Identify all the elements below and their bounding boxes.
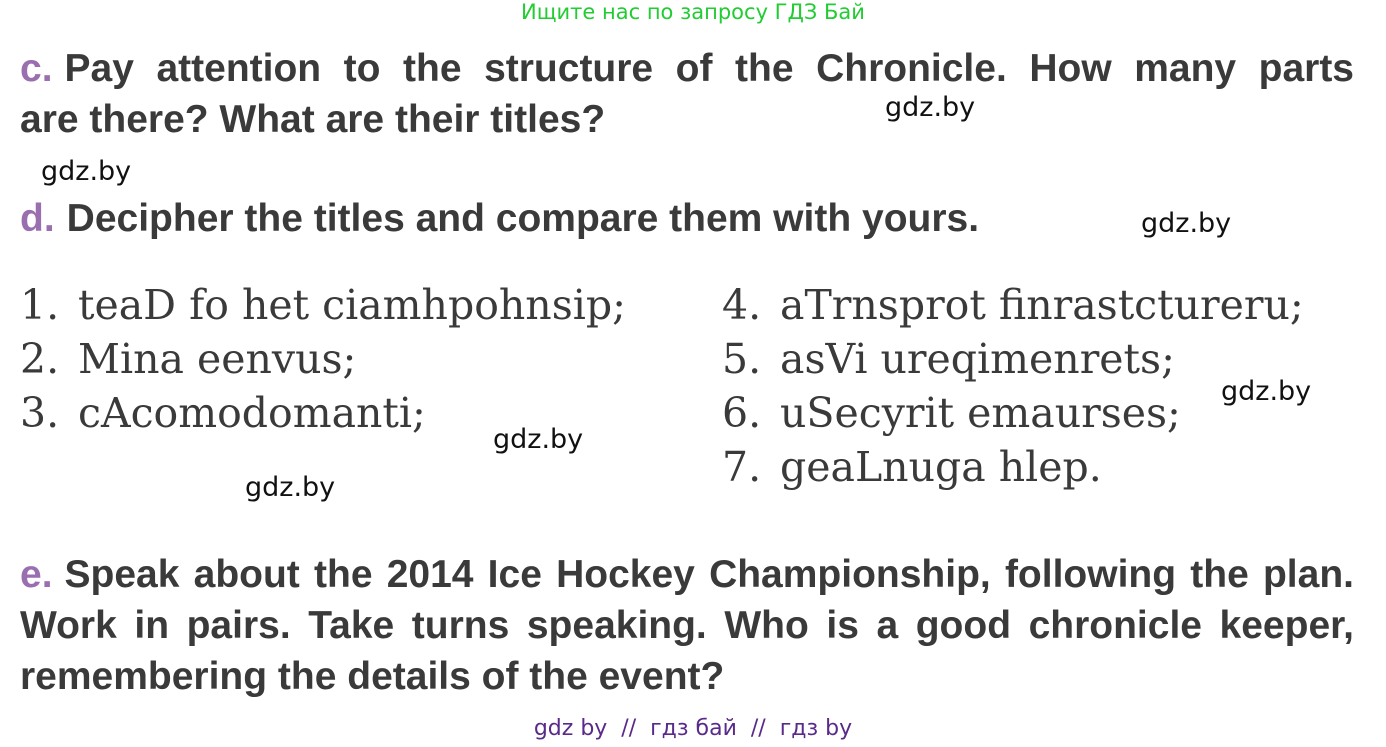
watermark: gdz.by <box>245 472 336 503</box>
list-item <box>722 278 1304 332</box>
task-e <box>20 549 1354 702</box>
list-item-number: 7. <box>722 443 762 491</box>
list-item-number: 4. <box>722 281 762 329</box>
watermark: gdz.by <box>1221 376 1312 407</box>
list-item-number: 5. <box>722 335 762 383</box>
top-banner: Ищите нас по запросу ГДЗ Бай <box>521 0 865 24</box>
task-c-text-line2: are there? What are their titles? <box>20 98 606 141</box>
list-item-number: 3. <box>20 389 60 437</box>
titles-list-right <box>722 278 1304 494</box>
watermark: gdz.by <box>1141 208 1232 239</box>
list-item <box>722 440 1304 494</box>
list-item <box>20 332 626 386</box>
task-letter-e: e. <box>20 553 53 596</box>
task-c <box>20 43 1354 145</box>
list-item-text: geaLnuga hlep. <box>780 443 1102 491</box>
task-e-text: Speak about the 2014 Ice Hockey Championship, following the plan. Work in pairs. Take turns speaking. Who is a good chronicle keeper, remembering the details of the event? <box>20 553 1354 698</box>
list-item-text: aTrnsprot finrastctureru; <box>780 281 1304 329</box>
task-c-line1 <box>20 43 1354 94</box>
watermark: gdz.by <box>41 156 132 187</box>
list-item-text: asVi ureqimenrets; <box>780 335 1175 383</box>
list-item-text: cAcomodomanti; <box>78 389 426 437</box>
list-item-number: 2. <box>20 335 60 383</box>
task-letter-d: d. <box>20 197 55 240</box>
list-item <box>20 278 626 332</box>
list-item-text: teaD fo het ciamhpohnsip; <box>78 281 626 329</box>
watermark: gdz.by <box>885 92 976 123</box>
list-item-text: Mina eenvus; <box>78 335 357 383</box>
list-item <box>722 386 1304 440</box>
list-item <box>722 332 1304 386</box>
footer: gdz by // гдз бай // гдз by <box>533 716 853 741</box>
titles-list-left <box>20 278 626 440</box>
task-c-text-line1: Pay attention to the structure of the Chronicle. How many parts <box>64 47 1354 90</box>
list-item-text: uSecyrit emaurses; <box>780 389 1181 437</box>
task-letter-c: c. <box>20 47 53 90</box>
task-d-text: Decipher the titles and compare them with yours. <box>66 197 980 240</box>
list-item-number: 1. <box>20 281 60 329</box>
list-item-number: 6. <box>722 389 762 437</box>
watermark: gdz.by <box>493 424 584 455</box>
